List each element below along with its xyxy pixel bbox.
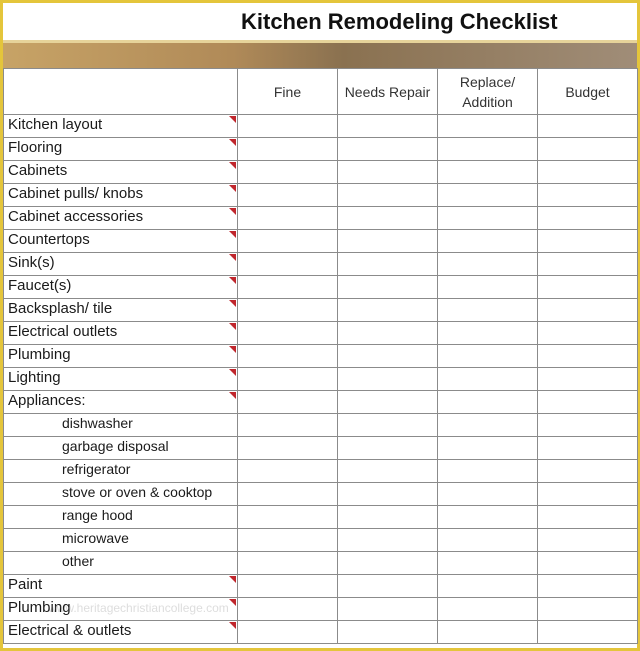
table-row — [4, 161, 638, 184]
table-row — [4, 230, 638, 253]
cell-replace-addition[interactable] — [438, 207, 538, 230]
table-row — [4, 299, 638, 322]
table-row — [4, 138, 638, 161]
item-label: Plumbing — [8, 599, 71, 616]
comment-indicator-icon[interactable] — [229, 369, 236, 376]
cell-budget[interactable] — [538, 368, 638, 391]
item-cell — [4, 368, 238, 391]
cell-replace-addition[interactable] — [438, 253, 538, 276]
cell-replace-addition[interactable] — [438, 529, 538, 552]
comment-indicator-icon[interactable] — [229, 300, 236, 307]
item-cell — [4, 230, 238, 253]
cell-needs-repair[interactable] — [338, 184, 438, 207]
item-label: Kitchen layout — [8, 116, 103, 133]
cell-budget[interactable] — [538, 460, 638, 483]
item-cell — [4, 253, 238, 276]
item-cell — [4, 115, 238, 138]
cell-replace-addition[interactable] — [438, 368, 538, 391]
cell-needs-repair[interactable] — [338, 230, 438, 253]
item-label: other — [62, 553, 94, 569]
item-label: Appliances: — [8, 392, 86, 409]
item-label: garbage disposal — [62, 438, 169, 454]
cell-replace-addition[interactable] — [438, 391, 538, 414]
item-cell — [4, 138, 238, 161]
cell-replace-addition[interactable] — [438, 115, 538, 138]
cell-fine[interactable] — [238, 437, 338, 460]
cell-fine[interactable] — [238, 184, 338, 207]
cell-replace-addition[interactable] — [438, 506, 538, 529]
cell-fine[interactable] — [238, 506, 338, 529]
item-cell — [4, 552, 238, 575]
cell-budget[interactable] — [538, 414, 638, 437]
comment-indicator-icon[interactable] — [229, 254, 236, 261]
comment-indicator-icon[interactable] — [229, 576, 236, 583]
cell-needs-repair[interactable] — [338, 414, 438, 437]
cell-budget[interactable] — [538, 184, 638, 207]
item-label: Cabinets — [8, 162, 68, 179]
item-header-cell — [4, 69, 238, 115]
cell-replace-addition[interactable] — [438, 552, 538, 575]
cell-replace-addition[interactable] — [438, 138, 538, 161]
cell-replace-addition[interactable] — [438, 460, 538, 483]
table-row — [4, 483, 638, 506]
comment-indicator-icon[interactable] — [229, 231, 236, 238]
column-header-budget: Budget — [538, 69, 638, 115]
item-label: Backsplash/ tile — [8, 300, 113, 317]
item-label: stove or oven & cooktop — [62, 484, 213, 500]
cell-replace-addition[interactable] — [438, 345, 538, 368]
item-label: microwave — [62, 530, 129, 546]
table-row — [4, 184, 638, 207]
cell-fine[interactable] — [238, 460, 338, 483]
cell-budget[interactable] — [538, 437, 638, 460]
comment-indicator-icon[interactable] — [229, 139, 236, 146]
cell-budget[interactable] — [538, 115, 638, 138]
table-row — [4, 391, 638, 414]
item-cell — [4, 437, 238, 460]
cell-needs-repair[interactable] — [338, 529, 438, 552]
checklist-table — [3, 68, 638, 644]
cell-needs-repair[interactable] — [338, 253, 438, 276]
cell-fine[interactable] — [238, 138, 338, 161]
table-row — [4, 575, 638, 598]
cell-needs-repair[interactable] — [338, 575, 438, 598]
comment-indicator-icon[interactable] — [229, 185, 236, 192]
item-cell — [4, 460, 238, 483]
cell-fine[interactable] — [238, 552, 338, 575]
item-label: Countertops — [8, 231, 90, 248]
item-cell — [4, 322, 238, 345]
comment-indicator-icon[interactable] — [229, 162, 236, 169]
item-label: Faucet(s) — [8, 277, 72, 294]
cell-needs-repair[interactable] — [338, 115, 438, 138]
cell-replace-addition[interactable] — [438, 621, 538, 644]
header-band-highlight — [3, 40, 637, 43]
item-label: Flooring — [8, 139, 63, 156]
item-cell — [4, 161, 238, 184]
comment-indicator-icon[interactable] — [229, 392, 236, 399]
item-cell — [4, 483, 238, 506]
table-row — [4, 437, 638, 460]
cell-replace-addition[interactable] — [438, 414, 538, 437]
cell-fine[interactable] — [238, 230, 338, 253]
cell-budget[interactable] — [538, 598, 638, 621]
cell-needs-repair[interactable] — [338, 207, 438, 230]
comment-indicator-icon[interactable] — [229, 346, 236, 353]
comment-indicator-icon[interactable] — [229, 599, 236, 606]
item-cell — [4, 391, 238, 414]
cell-fine[interactable] — [238, 115, 338, 138]
sheet-title: Kitchen Remodeling Checklist — [241, 9, 558, 34]
cell-budget[interactable] — [538, 552, 638, 575]
cell-budget[interactable] — [538, 322, 638, 345]
table-row — [4, 529, 638, 552]
column-header-replace-addition: Replace/ Addition — [438, 69, 538, 115]
cell-needs-repair[interactable] — [338, 299, 438, 322]
table-row — [4, 506, 638, 529]
cell-needs-repair[interactable] — [338, 161, 438, 184]
item-cell — [4, 506, 238, 529]
comment-indicator-icon[interactable] — [229, 277, 236, 284]
item-label: Electrical outlets — [8, 323, 118, 340]
comment-indicator-icon[interactable] — [229, 622, 236, 629]
cell-budget[interactable] — [538, 483, 638, 506]
cell-fine[interactable] — [238, 621, 338, 644]
cell-needs-repair[interactable] — [338, 483, 438, 506]
cell-budget[interactable] — [538, 575, 638, 598]
cell-replace-addition[interactable] — [438, 322, 538, 345]
cell-replace-addition[interactable] — [438, 230, 538, 253]
cell-replace-addition[interactable] — [438, 299, 538, 322]
item-cell — [4, 345, 238, 368]
item-label: Lighting — [8, 369, 61, 386]
cell-fine[interactable] — [238, 207, 338, 230]
comment-indicator-icon[interactable] — [229, 323, 236, 330]
header-band — [3, 40, 637, 68]
cell-replace-addition[interactable] — [438, 575, 538, 598]
comment-indicator-icon[interactable] — [229, 116, 236, 123]
cell-fine[interactable] — [238, 253, 338, 276]
cell-needs-repair[interactable] — [338, 391, 438, 414]
item-cell — [4, 414, 238, 437]
cell-budget[interactable] — [538, 391, 638, 414]
table-row — [4, 621, 638, 644]
cell-needs-repair[interactable] — [338, 368, 438, 391]
title-row — [3, 3, 637, 40]
cell-budget[interactable] — [538, 230, 638, 253]
cell-needs-repair[interactable] — [338, 345, 438, 368]
cell-budget[interactable] — [538, 207, 638, 230]
cell-needs-repair[interactable] — [338, 460, 438, 483]
cell-replace-addition[interactable] — [438, 598, 538, 621]
table-row — [4, 207, 638, 230]
item-label: Cabinet pulls/ knobs — [8, 185, 144, 202]
table-row — [4, 460, 638, 483]
cell-fine[interactable] — [238, 483, 338, 506]
table-row — [4, 276, 638, 299]
table-row — [4, 414, 638, 437]
cell-needs-repair[interactable] — [338, 138, 438, 161]
item-label: dishwasher — [62, 415, 133, 431]
cell-fine[interactable] — [238, 322, 338, 345]
cell-fine[interactable] — [238, 414, 338, 437]
cell-fine[interactable] — [238, 598, 338, 621]
cell-fine[interactable] — [238, 575, 338, 598]
item-label: Cabinet accessories — [8, 208, 144, 225]
item-cell — [4, 276, 238, 299]
cell-fine[interactable] — [238, 161, 338, 184]
cell-replace-addition[interactable] — [438, 437, 538, 460]
cell-fine[interactable] — [238, 299, 338, 322]
cell-fine[interactable] — [238, 276, 338, 299]
watermark-text: www.heritagechristiancollege.com — [48, 601, 229, 615]
cell-budget[interactable] — [538, 345, 638, 368]
cell-budget[interactable] — [538, 621, 638, 644]
table-row — [4, 322, 638, 345]
table-row — [4, 345, 638, 368]
cell-budget[interactable] — [538, 138, 638, 161]
item-cell — [4, 299, 238, 322]
cell-needs-repair[interactable] — [338, 621, 438, 644]
item-label: range hood — [62, 507, 133, 523]
item-label: Electrical & outlets — [8, 622, 132, 639]
table-row — [4, 552, 638, 575]
comment-indicator-icon[interactable] — [229, 208, 236, 215]
cell-needs-repair[interactable] — [338, 506, 438, 529]
item-cell — [4, 184, 238, 207]
cell-needs-repair[interactable] — [338, 437, 438, 460]
cell-budget[interactable] — [538, 529, 638, 552]
item-cell — [4, 621, 238, 644]
table-row — [4, 115, 638, 138]
item-label: Plumbing — [8, 346, 71, 363]
cell-needs-repair[interactable] — [338, 552, 438, 575]
cell-fine[interactable] — [238, 368, 338, 391]
cell-replace-addition[interactable] — [438, 483, 538, 506]
item-cell — [4, 207, 238, 230]
column-header-needs-repair: Needs Repair — [338, 69, 438, 115]
cell-fine[interactable] — [238, 391, 338, 414]
item-label: Paint — [8, 576, 43, 593]
cell-needs-repair[interactable] — [338, 322, 438, 345]
table-row — [4, 253, 638, 276]
cell-budget[interactable] — [538, 299, 638, 322]
cell-replace-addition[interactable] — [438, 184, 538, 207]
column-header-fine: Fine — [238, 69, 338, 115]
cell-replace-addition[interactable] — [438, 276, 538, 299]
item-label: Sink(s) — [8, 254, 55, 271]
cell-budget[interactable] — [538, 506, 638, 529]
cell-budget[interactable] — [538, 253, 638, 276]
cell-needs-repair[interactable] — [338, 598, 438, 621]
table-row — [4, 368, 638, 391]
cell-budget[interactable] — [538, 161, 638, 184]
cell-replace-addition[interactable] — [438, 161, 538, 184]
checklist-rows — [4, 115, 638, 644]
item-cell — [4, 575, 238, 598]
cell-fine[interactable] — [238, 529, 338, 552]
item-cell — [4, 529, 238, 552]
item-label: refrigerator — [62, 461, 131, 477]
header-row — [4, 69, 638, 115]
cell-needs-repair[interactable] — [338, 276, 438, 299]
cell-budget[interactable] — [538, 276, 638, 299]
cell-fine[interactable] — [238, 345, 338, 368]
